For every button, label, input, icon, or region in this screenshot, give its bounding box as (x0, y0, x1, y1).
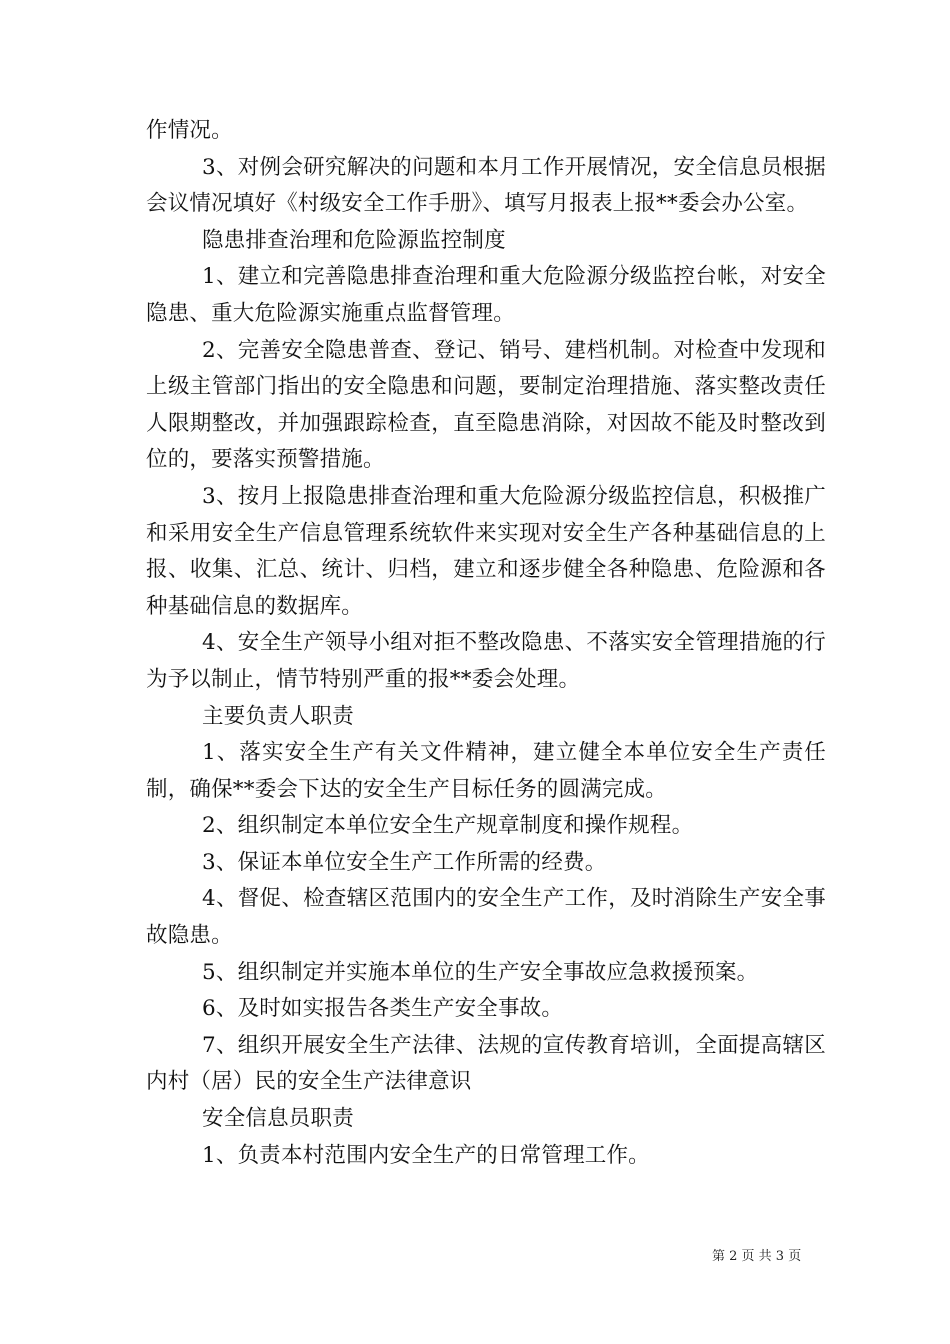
paragraph-principal-item-5: 5、组织制定并实施本单位的生产安全事故应急救援预案。 (202, 959, 759, 985)
paragraph-hazard-item-1: 1、建立和完善隐患排查治理和重大危险源分级监控台帐，对安全隐患、重大危险源实施重点监督管理。 (146, 264, 826, 326)
section-heading-info-officer-duties: 安全信息员职责 (202, 1106, 354, 1132)
paragraph-principal-item-1: 1、落实安全生产有关文件精神，建立健全本单位安全生产责任制，确保**委会下达的安全生产目标任务的圆满完成。 (146, 740, 826, 802)
paragraph-principal-item-6: 6、及时如实报告各类生产安全事故。 (202, 996, 564, 1022)
document-body (146, 113, 826, 1174)
paragraph-info-officer-item-1: 1、负责本村范围内安全生产的日常管理工作。 (202, 1142, 650, 1168)
paragraph-hazard-item-2: 2、完善安全隐患普查、登记、销号、建档机制。对检查中发现和上级主管部门指出的安全隐患和问题，要制定治理措施、落实整改责任人限期整改，并加强跟踪检查，直至隐患消除，对因故不能及时整改到位的，要落实预警措施。 (146, 337, 826, 473)
section-heading-hazard-control: 隐患排查治理和危险源监控制度 (202, 227, 506, 253)
section-heading-principal-duties: 主要负责人职责 (202, 703, 354, 729)
paragraph-principal-item-7: 7、组织开展安全生产法律、法规的宣传教育培训，全面提高辖区内村（居）民的安全生产法律意识 (146, 1032, 826, 1095)
paragraph-hazard-item-4: 4、安全生产领导小组对拒不整改隐患、不落实安全管理措施的行为予以制止，情节特别严重的报**委会处理。 (146, 630, 826, 692)
paragraph-principal-item-2: 2、组织制定本单位安全生产规章制度和操作规程。 (202, 813, 694, 839)
paragraph-meeting-item-3: 3、对例会研究解决的问题和本月工作开展情况，安全信息员根据会议情况填好《村级安全工作手册》、填写月报表上报**委会办公室。 (146, 154, 826, 217)
paragraph-principal-item-3: 3、保证本单位安全生产工作所需的经费。 (202, 849, 607, 875)
page-number-footer: 第 2 页 共 3 页 (712, 1249, 802, 1264)
paragraph-hazard-item-3: 3、按月上报隐患排查治理和重大危险源分级监控信息，积极推广和采用安全生产信息管理系统软件来实现对安全生产各种基础信息的上报、收集、汇总、统计、归档，建立和逐步健全各种隐患、危险源和各种基础信息的数据库。 (146, 483, 826, 619)
paragraph-continuation: 作情况。 (146, 118, 233, 143)
paragraph-principal-item-4: 4、督促、检查辖区范围内的安全生产工作，及时消除生产安全事故隐患。 (146, 886, 826, 949)
